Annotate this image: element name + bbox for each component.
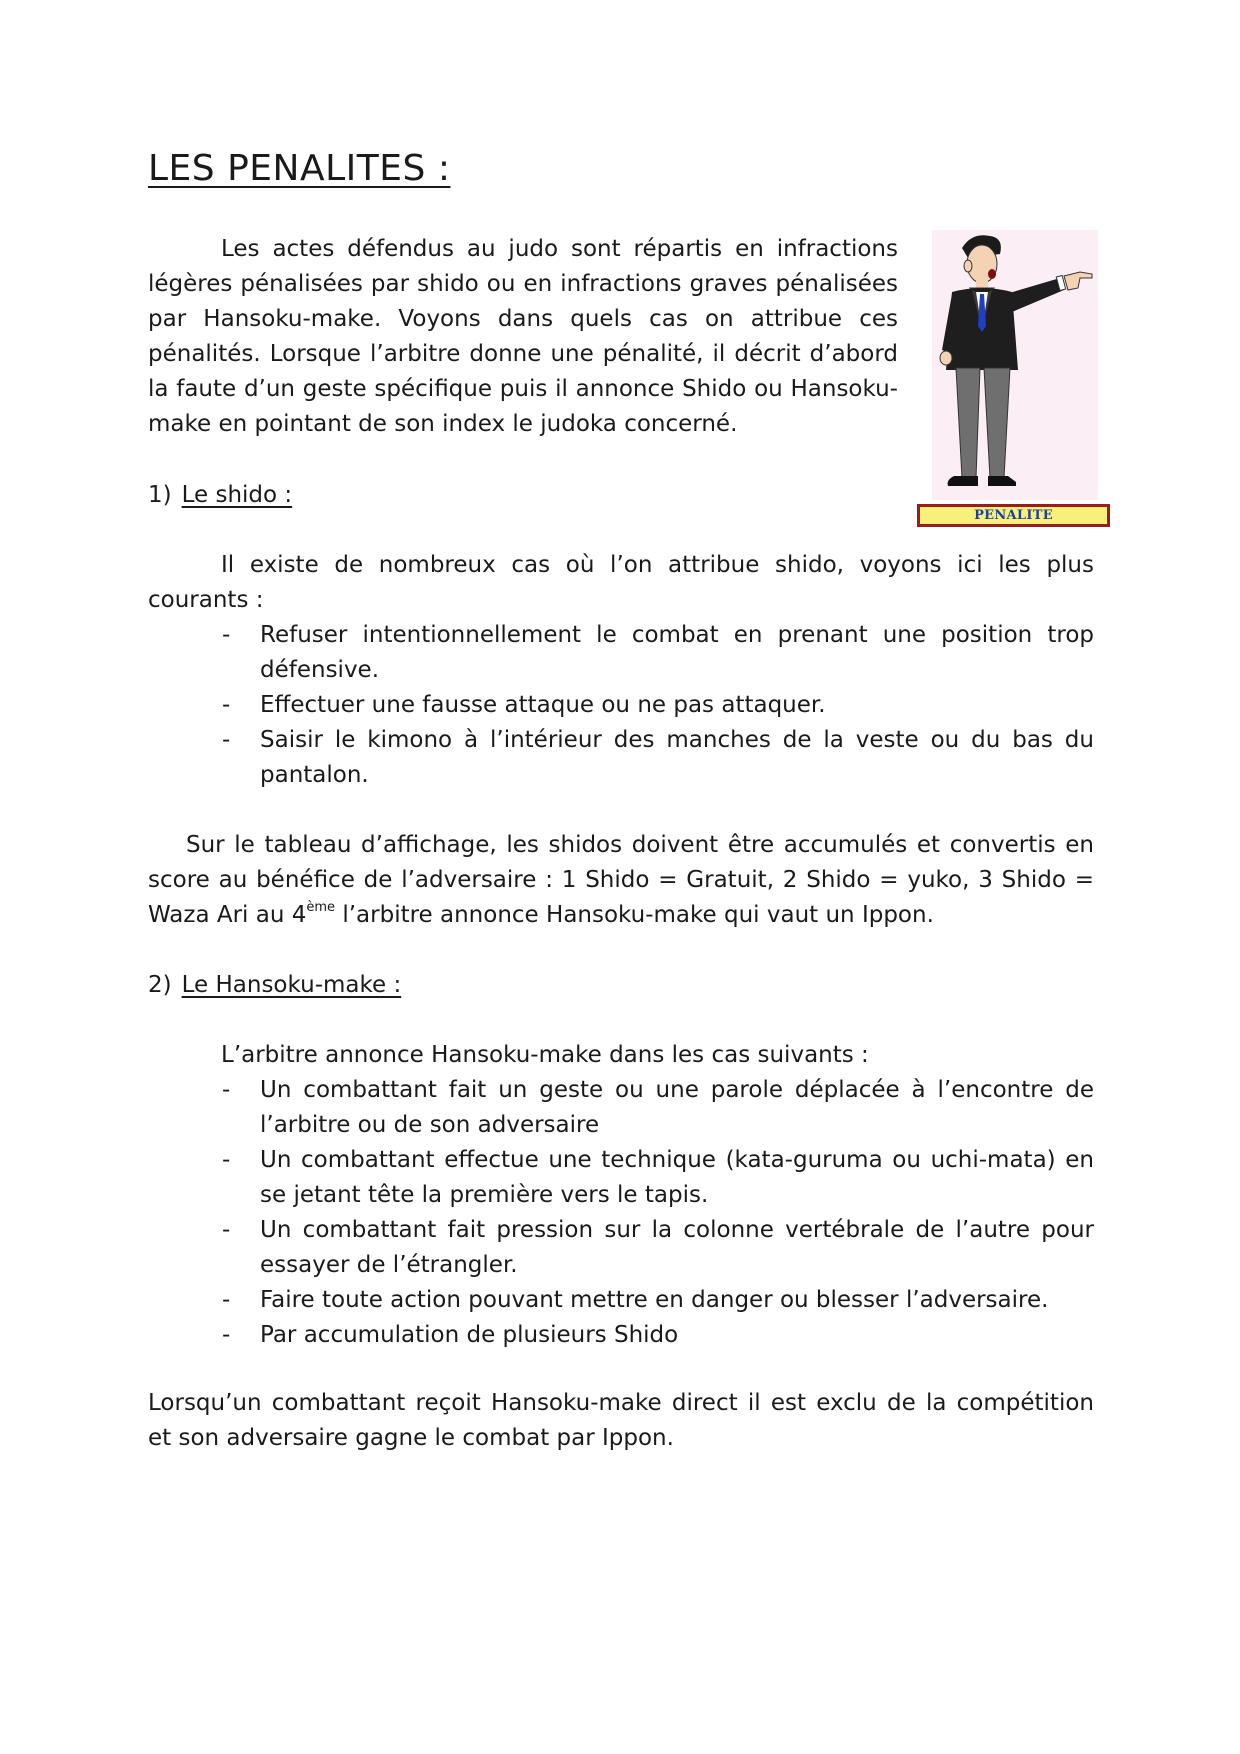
hansoku-intro: L’arbitre annonce Hansoku-make dans les cas suivants : xyxy=(221,1042,869,1068)
list-dash: - xyxy=(222,692,231,718)
list-item xyxy=(148,1073,1094,1143)
shido-list xyxy=(148,618,1094,793)
list-item-text: Un combattant fait un geste ou une parole déplacée à l’encontre de l’arbitre ou de son adversaire xyxy=(260,1077,1094,1138)
list-dash: - xyxy=(222,1322,231,1348)
section-number: 1) xyxy=(148,482,172,508)
referee-figure xyxy=(932,230,1098,500)
list-item xyxy=(148,1318,1094,1353)
list-item-text: Un combattant fait pression sur la colonne vertébrale de l’autre pour essayer de l’étrangler. xyxy=(260,1217,1094,1278)
conclusion-paragraph: Lorsqu’un combattant reçoit Hansoku-make direct il est exclu de la compétition et son adversaire gagne le combat par Ippon. xyxy=(148,1390,1094,1451)
list-dash: - xyxy=(222,1217,231,1243)
list-item-text: Effectuer une fausse attaque ou ne pas attaquer. xyxy=(260,692,826,718)
list-dash: - xyxy=(222,1287,231,1313)
list-dash: - xyxy=(222,727,231,753)
ordinal-superscript: ème xyxy=(306,900,336,916)
list-item xyxy=(148,1143,1094,1213)
list-item-text: Un combattant effectue une technique (kata-guruma ou uchi-mata) en se jetant tête la première vers le tapis. xyxy=(260,1147,1094,1208)
list-dash: - xyxy=(222,622,231,648)
list-dash: - xyxy=(222,1147,231,1173)
score-paragraph xyxy=(148,828,1094,933)
shido-intro-paragraph: Il existe de nombreux cas où l’on attribue shido, voyons ici les plus courants : xyxy=(148,552,1094,613)
section-title: Le shido : xyxy=(181,482,293,508)
section-heading-shido xyxy=(148,478,292,513)
list-dash: - xyxy=(222,1077,231,1103)
list-item xyxy=(148,1283,1094,1318)
list-item xyxy=(148,1213,1094,1283)
list-item-text: Saisir le kimono à l’intérieur des manches de la veste ou du bas du pantalon. xyxy=(260,727,1094,788)
list-item xyxy=(148,723,1094,793)
list-item xyxy=(148,688,1094,723)
figure-caption: PENALITE xyxy=(917,504,1110,527)
score-text: Sur le tableau d’affichage, les shidos doivent être accumulés et convertis en score au bénéfice de l’adversaire : 1 Shido = Gratuit, 2 Shido = yuko, 3 Shido = Waza Ari au 4 xyxy=(148,832,1094,928)
score-text-end: l’arbitre annonce Hansoku-make qui vaut un Ippon. xyxy=(335,902,934,928)
list-item xyxy=(148,618,1094,688)
hansoku-list xyxy=(148,1073,1094,1353)
section-title: Le Hansoku-make : xyxy=(181,972,402,998)
referee-illustration-icon xyxy=(932,230,1098,500)
section-heading-hansoku xyxy=(148,968,401,1003)
intro-paragraph: Les actes défendus au judo sont répartis en infractions légères pénalisées par shido ou en infractions graves pénalisées par Hansoku-make. Voyons dans quels cas on attribue ces pénalités. Lorsque l’arbitre donne une pénalité, il décrit d’abord la faute d’un geste spécifique puis il annonce Shido ou Hansoku-make en pointant de son index le judoka concerné. xyxy=(148,236,898,437)
list-item-text: Par accumulation de plusieurs Shido xyxy=(260,1322,679,1348)
page-title: LES PENALITES : xyxy=(148,148,451,189)
list-item-text: Faire toute action pouvant mettre en danger ou blesser l’adversaire. xyxy=(260,1287,1049,1313)
section-number: 2) xyxy=(148,972,172,998)
list-item-text: Refuser intentionnellement le combat en prenant une position trop défensive. xyxy=(260,622,1094,683)
